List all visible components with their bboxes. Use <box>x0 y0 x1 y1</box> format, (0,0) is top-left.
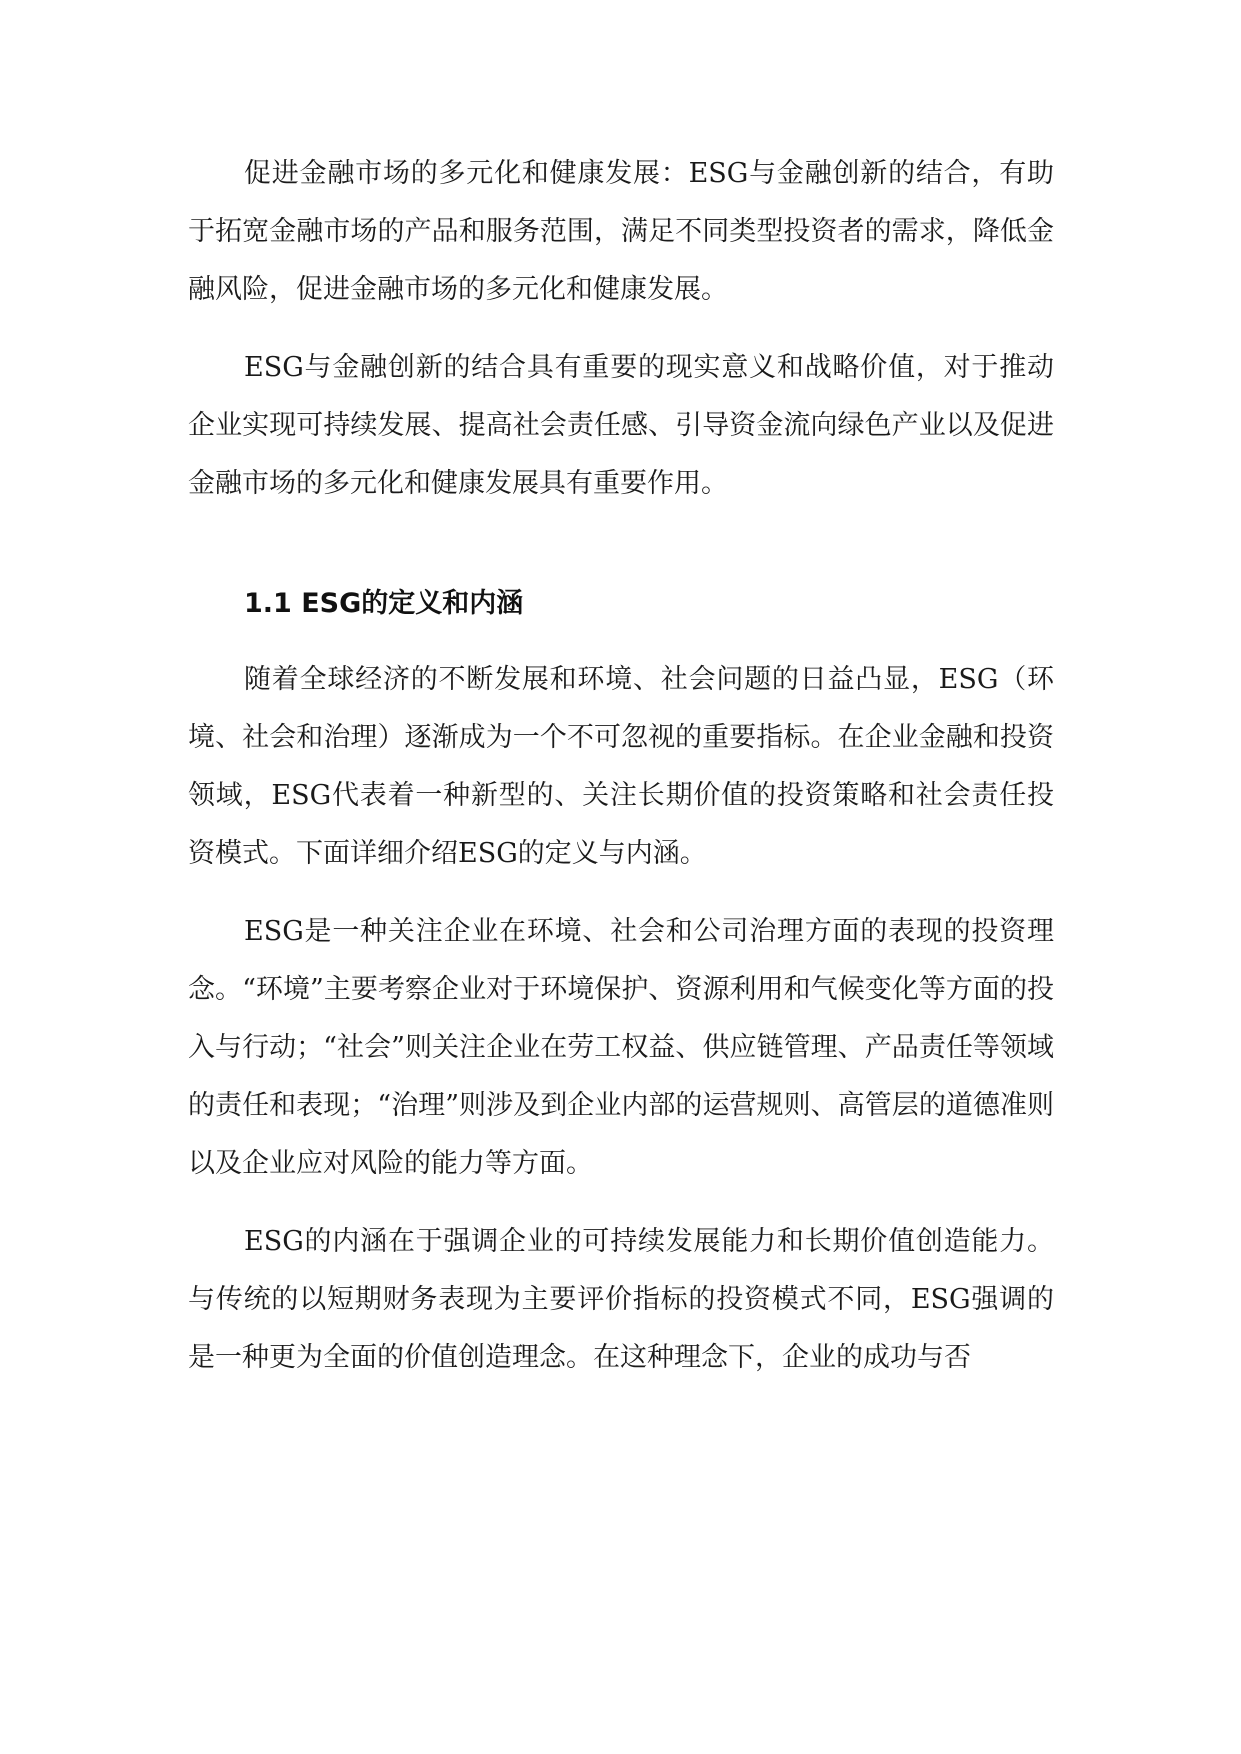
paragraph-esg-concept: ESG是一种关注企业在环境、社会和公司治理方面的表现的投资理念。“环境”主要考察企业对于环境保护、资源利用和气候变化等方面的投入与行动；“社会”则关注企业在劳工权益、供应链管理、产品责任等领域的责任和表现；“治理”则涉及到企业内部的运营规则、高管层的道德准则以及企业应对风险的能力等方面。 <box>188 916 1054 1179</box>
paragraph-financial-market-development: 促进金融市场的多元化和健康发展：ESG与金融创新的结合，有助于拓宽金融市场的产品和服务范围，满足不同类型投资者的需求，降低金融风险，促进金融市场的多元化和健康发展。 <box>188 158 1054 305</box>
document-body <box>188 145 1054 1407</box>
paragraph-esg-connotation: ESG的内涵在于强调企业的可持续发展能力和长期价值创造能力。与传统的以短期财务表现为主要评价指标的投资模式不同，ESG强调的是一种更为全面的价值创造理念。在这种理念下，企业的成功与否 <box>188 1226 1054 1373</box>
paragraph-esg-background: 随着全球经济的不断发展和环境、社会问题的日益凸显，ESG（环境、社会和治理）逐渐成为一个不可忽视的重要指标。在企业金融和投资领域，ESG代表着一种新型的、关注长期价值的投资策略和社会责任投资模式。下面详细介绍ESG的定义与内涵。 <box>188 664 1054 869</box>
paragraph-esg-innovation-significance: ESG与金融创新的结合具有重要的现实意义和战略价值，对于推动企业实现可持续发展、提高社会责任感、引导资金流向绿色产业以及促进金融市场的多元化和健康发展具有重要作用。 <box>188 352 1054 499</box>
section-heading-esg-definition: 1.1 ESG的定义和内涵 <box>244 588 524 619</box>
